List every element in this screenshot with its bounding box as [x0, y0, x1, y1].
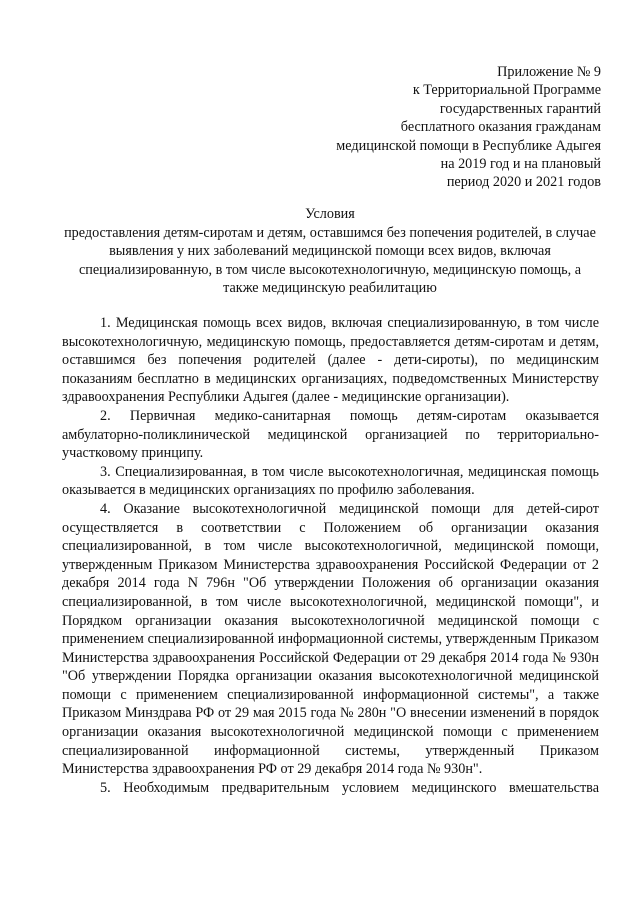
- title-heading: Условия: [305, 206, 355, 222]
- paragraph-3: 3. Специализированная, в том числе высокотехнологичная, медицинская помощь оказывается в медицинских организациях по профилю заболевания.: [62, 463, 599, 499]
- appendix-line: на 2019 год и на плановый: [440, 156, 601, 173]
- document-body: [62, 314, 599, 797]
- appendix-line: к Территориальной Программе: [412, 82, 601, 99]
- paragraph-2: 2. Первичная медико-санитарная помощь детям-сиротам оказывается амбулаторно-поликлинической медицинской организацией по территориально-участковому принципу.: [62, 407, 599, 462]
- appendix-line: бесплатного оказания гражданам: [400, 119, 601, 136]
- paragraph-1: 1. Медицинская помощь всех видов, включая специализированную, в том числе высокотехнологичную, медицинскую помощь, предоставляется детям-сиротам и детям, оставшимся без попечения родителей (далее - дети-сироты), по медицинским показаниям бесплатно в медицинских организациях, подведомственных Министерству здравоохранения Республики Адыгея (далее - медицинские организации).: [62, 315, 599, 406]
- paragraph-5: 5. Необходимым предварительным условием медицинского вмешательства: [100, 779, 599, 796]
- document-title: [60, 205, 600, 298]
- appendix-line: медицинской помощи в Республике Адыгея: [336, 137, 601, 154]
- appendix-line: государственных гарантий: [439, 100, 601, 117]
- paragraph-4: 4. Оказание высокотехнологичной медицинской помощи для детей-сирот осуществляется в соответствии с Положением об организации оказания специализированной, в том числе высокотехнологичной, медицинской помощи, утвержденным Приказом Министерства здравоохранения Российской Федерации от 2 декабря 2014 года N 796н "Об утверждении Положения об организации оказания специализированной, в том числе высокотехнологичной, медицинской помощи", и Порядком организации оказания высокотехнологичной медицинской помощи с применением специализированной информационной системы, утвержденным Приказом Министерства здравоохранения Российской Федерации от 29 декабря 2014 года № 930н "Об утверждении Порядка организации оказания высокотехнологичной медицинской помощи с применением специализированной информационной системы", а также Приказом Минздрава РФ от 29 мая 2015 года № 280н "О внесении изменений в порядок организации оказания высокотехнологичной медицинской помощи с применением специализированной информационной системы, утвержденный Приказом Министерства здравоохранения РФ от 29 декабря 2014 года № 930н".: [62, 500, 599, 778]
- appendix-line: период 2020 и 2021 годов: [446, 174, 601, 191]
- appendix-line: Приложение № 9: [497, 64, 601, 80]
- title-subtitle: предоставления детям-сиротам и детям, оставшимся без попечения родителей, в случае выявления у них заболеваний медицинской помощи всех видов, включая специализированную, в том числе высокотехнологичную, медицинскую помощь, а также медицинскую реабилитацию: [64, 224, 596, 297]
- appendix-header: [336, 63, 601, 192]
